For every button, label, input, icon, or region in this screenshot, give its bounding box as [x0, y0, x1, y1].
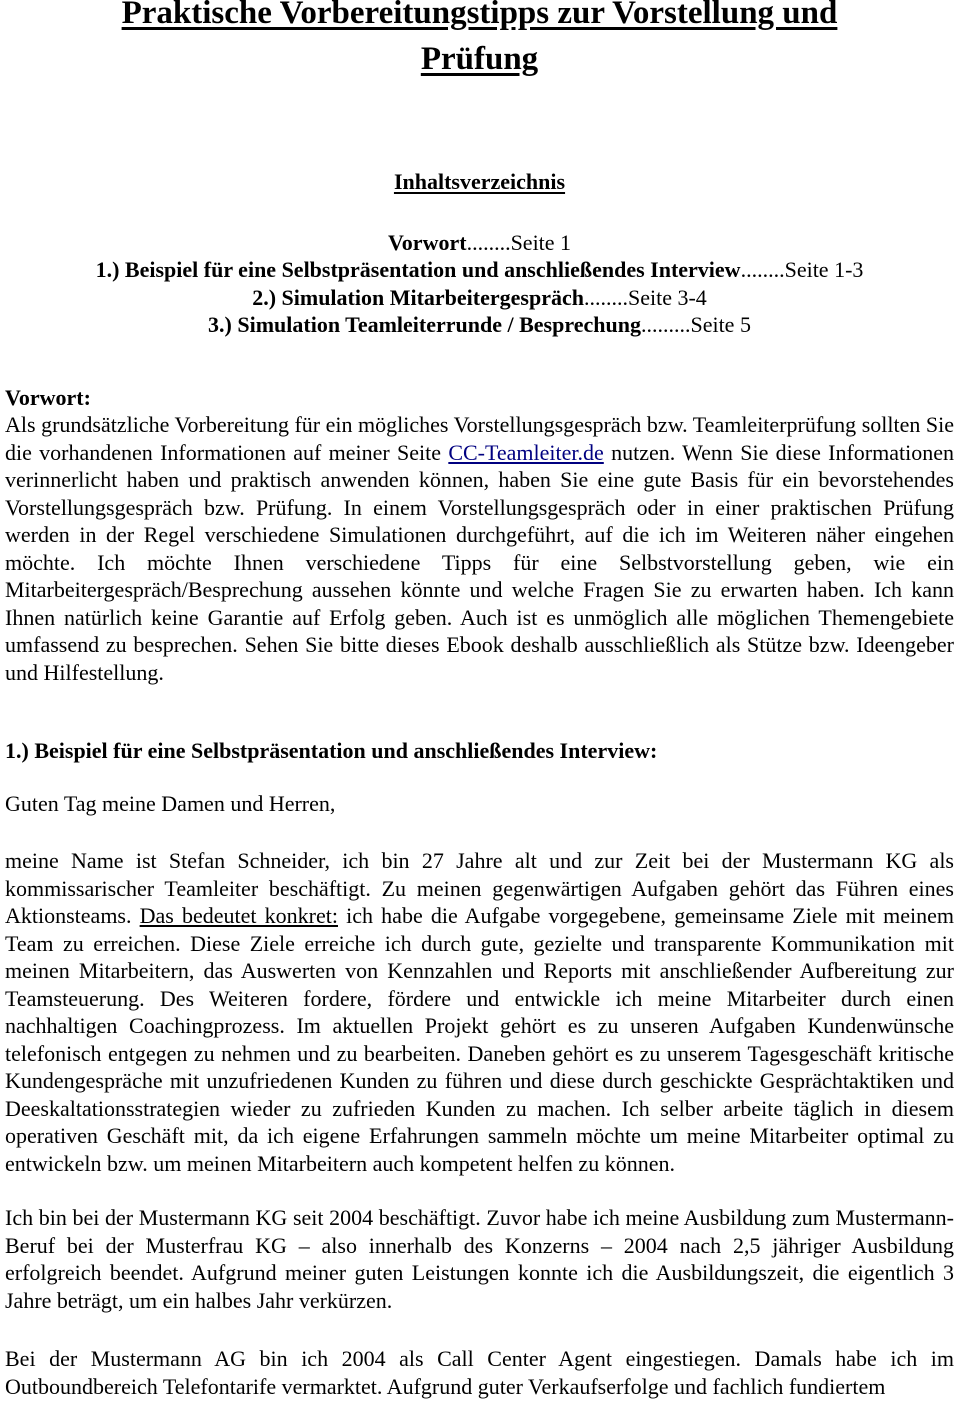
toc-heading: Inhaltsverzeichnis	[393, 169, 566, 194]
page-title	[5, 0, 954, 82]
para1-text-before: meine Name ist Stefan Schneider, ich bin 27 Jahre alt und zur Zeit bei der Mustermann KG als kommissarischer Teamleiter beschäftigt. Zu meinen gegenwärtigen Aufgaben gehört das Führen eines Aktionsteams.	[5, 848, 954, 928]
toc-entry-dots: ........	[583, 284, 628, 310]
vorwort-heading: Vorwort:	[5, 384, 91, 410]
toc-entry-dots: .........	[640, 312, 691, 337]
self-presentation-paragraph	[5, 847, 954, 1177]
toc-entry-label: Vorwort	[387, 229, 467, 255]
toc-entry-page: Seite 5	[690, 312, 751, 337]
vorwort-paragraph	[5, 411, 954, 686]
toc-entry-label: 3.) Simulation Teamleiterrunde / Besprechung	[208, 312, 641, 337]
career-history-paragraph: Ich bin bei der Mustermann KG seit 2004 beschäftigt. Zuvor habe ich meine Ausbildung zum Mustermann-Beruf bei der Musterfrau KG – also innerhalb des Konzerns – 2004 nach 2,5 jähriger Ausbildung erfolgreich beendet. Aufgrund meiner guten Leistungen konnte ich die Ausbildungszeit, die eigentlich 3 Jahre beträgt, um ein halbes Jahr verkürzen.	[5, 1205, 954, 1313]
toc-entry-page: Seite 1	[510, 229, 572, 255]
toc-entry-dots: ........	[740, 257, 785, 282]
toc-entry	[5, 311, 954, 339]
vorwort-text-before-link: Als grundsätzliche Vorbereitung für ein mögliches Vorstellungsgespräch bzw. Teamleiterprüfung sollten Sie die vorhandenen Informationen auf meiner Seite	[5, 412, 954, 465]
toc-entry-label: 2.) Simulation Mitarbeitergespräch	[252, 284, 584, 310]
toc-entry-page: Seite 3-4	[627, 284, 707, 310]
cc-teamleiter-link[interactable]: CC-Teamleiter.de	[448, 439, 604, 465]
toc-entry	[5, 229, 954, 257]
toc-entry-page: Seite 1-3	[784, 257, 864, 282]
vorwort-section	[5, 384, 954, 687]
table-of-contents	[5, 168, 954, 339]
para1-text-after: ich habe die Aufgabe vorgegebene, gemeinsame Ziele mit meinem Team zu erreichen. Diese Ziele erreiche ich durch gute, gezielte und transparente Kommunikation mit meinen Mitarbeitern, das Auswerten von Kennzahlen und Reports mit anschließender Aufbereitung zur Teamsteuerung. Des Weiteren fordere, fördere und entwickle ich meine Mitarbeiter durch einen nachhaltigen Coachingprozess. Im aktuellen Projekt gehört es zu unseren Aufgaben Kundenwünsche telefonisch entgegen zu nehmen und zu bearbeiten. Daneben gehört es zu unserem Tagesgeschäft kritische Kundengespräche mit unzufriedenen Kunden zu führen und diese durch geschickte Gesprächtaktiken und Deeskaltationsstrategien wieder zu zufrieden Kunden zu machen. Ich selber arbeite täglich in diesem operativen Geschäft mit, da ich eigene Erfahrungen sammeln möchte um meine Mitarbeiter optimal zu entwickeln bzw. um meinen Mitarbeitern auch kompetent helfen zu können.	[5, 903, 954, 1176]
greeting-line: Guten Tag meine Damen und Herren,	[5, 790, 336, 816]
toc-entry-list	[5, 229, 954, 339]
call-center-entry-paragraph: Bei der Mustermann AG bin ich 2004 als Call Center Agent eingestiegen. Damals habe ich im Outboundbereich Telefontarife vermarktet. Aufgrund guter Verkaufserfolge und fachlich fundiertem	[5, 1346, 954, 1399]
toc-entry-dots: ........	[466, 229, 511, 255]
page-title-line-1: Praktische Vorbereitungstipps zur Vorstellung und	[121, 0, 838, 31]
toc-entry-label: 1.) Beispiel für eine Selbstpräsentation und anschließendes Interview	[95, 257, 741, 282]
para1-underlined-phrase: Das bedeutet konkret:	[139, 903, 338, 928]
section1-heading: 1.) Beispiel für eine Selbstpräsentation und anschließendes Interview:	[5, 738, 658, 763]
toc-entry	[5, 256, 954, 284]
page-title-line-2: Prüfung	[420, 41, 539, 77]
vorwort-text-after-link: nutzen. Wenn Sie diese Informationen verinnerlicht haben und praktisch anwenden können, haben Sie eine gute Basis für ein bevorstehendes Vorstellungsgespräch bzw. Prüfung. In einem Vorstellungsgespräch oder in einer praktischen Prüfung werden in der Regel verschiedene Simulationen durchgeführt, auf die ich im Weiteren näher eingehen möchte. Ich möchte Ihnen verschiedene Tipps für eine Selbstvorstellung geben, wie ein Mitarbeitergespräch/Besprechung aussehen könnte und welche Fragen Sie zu erwarten haben. Ich kann Ihnen natürlich keine Garantie auf Erfolg geben. Auch ist es unmöglich alle möglichen Themengebiete umfassend zu besprechen. Sehen Sie bitte dieses Ebook deshalb ausschließlich als Stütze bzw. Ideengeber und Hilfestellung.	[5, 439, 954, 685]
toc-entry	[5, 284, 954, 312]
